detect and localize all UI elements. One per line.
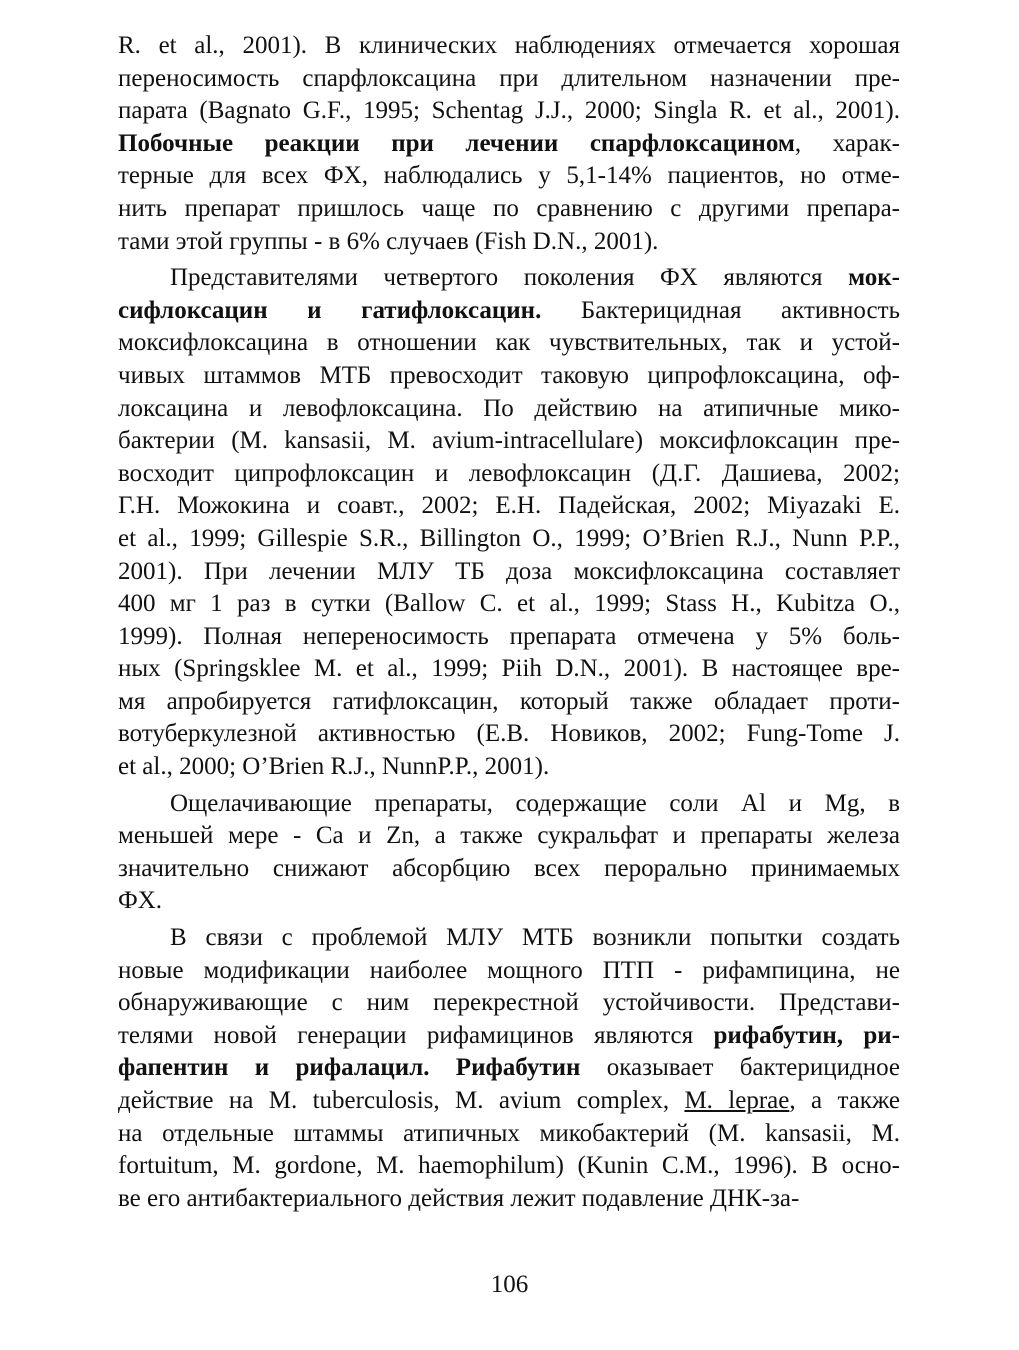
text-line [118, 718, 900, 751]
text-line [118, 490, 900, 523]
text-segment: Г.Н. Можокина и соавт., 2002; Е.Н. Падейская, 2002; Miyazaki E. [118, 492, 900, 520]
text-line [118, 193, 900, 226]
text-line [118, 458, 900, 491]
text-segment: локсацина и левофлоксацина. По действию на атипичные мико- [118, 394, 900, 422]
text-segment: et al., 1999; Gillespie S.R., Billington O., 1999; O’Brien R.J., Nunn P.P., [118, 524, 900, 552]
text-segment: ФХ. [118, 887, 163, 915]
text-line [118, 295, 900, 328]
text-segment: парата (Bagnato G.F., 1995; Schentag J.J., 2000; Singla R. et al., 2001). [118, 97, 900, 125]
text-segment: чивых штаммов МТБ превосходит таковую ципрофлоксацина, оф- [118, 361, 900, 389]
text-line [118, 621, 900, 654]
text-segment: обнаруживающие с ним перекрестной устойчивости. Представи- [118, 989, 900, 1017]
text-segment: телями новой генерации рифамицинов являются [118, 1021, 714, 1049]
page-number: 106 [490, 1271, 529, 1298]
text-segment: et al., 2000; O’Brien R.J., NunnP.P., 2001). [118, 753, 550, 781]
text-line [118, 588, 900, 621]
bold-term: фапентин и рифалацил. Рифабутин [118, 1054, 581, 1082]
paragraph [118, 30, 900, 258]
text-segment: В связи с проблемой МЛУ МТБ возникли попытки создать [170, 924, 900, 952]
underlined-term: M. leprae [684, 1087, 790, 1114]
text-column [118, 30, 900, 1215]
text-line [118, 425, 900, 458]
text-segment: Бактерицидная активность [541, 296, 900, 324]
text-line [118, 1020, 900, 1053]
text-segment: 2001). При лечении МЛУ ТБ доза моксифлоксацина составляет [118, 557, 900, 585]
bold-term: сифлоксацин и гатифлоксацин. [118, 296, 542, 324]
bold-term: рифабутин, ри- [713, 1021, 900, 1049]
bold-term: Побочные реакции при лечении спарфлоксацином [118, 129, 795, 157]
text-segment: fortuitum, M. gordone, M. haemophilum) (Kunin C.M., 1996). В осно- [118, 1152, 900, 1180]
text-segment: бактерии (M. kansasii, M. avium-intracellulare) моксифлоксацин пре- [118, 427, 900, 455]
text-segment: ве его антибактериального действия лежит подавление ДНК-за- [118, 1184, 800, 1212]
text-segment: переносимость спарфлоксацина при длительном назначении пре- [118, 64, 900, 92]
text-line [118, 885, 900, 918]
text-segment: вотуберкулезной активностью (Е.В. Новиков, 2002; Fung-Tome J. [118, 720, 900, 748]
text-segment: , а также [789, 1087, 900, 1114]
text-line [118, 393, 900, 426]
text-line [118, 262, 900, 295]
text-line [118, 955, 900, 988]
paragraph [118, 788, 900, 918]
text-line [118, 1052, 900, 1085]
text-segment: Представителями четвертого поколения ФХ являются [170, 264, 849, 292]
text-line [118, 1183, 900, 1216]
text-line [118, 30, 900, 63]
text-line [118, 160, 900, 193]
text-segment: 1999). Полная непереносимость препарата отмечена у 5% боль- [118, 622, 900, 650]
text-line [118, 853, 900, 886]
text-segment: нить препарат пришлось чаще по сравнению с другими препара- [118, 194, 900, 222]
text-line [118, 327, 900, 360]
text-segment: R. et al., 2001). В клинических наблюдениях отмечается хорошая [118, 32, 900, 59]
text-line [118, 987, 900, 1020]
text-segment: на отдельные штаммы атипичных микобактерий (M. kansasii, M. [118, 1119, 900, 1147]
text-line [118, 686, 900, 719]
bold-term: мок- [848, 264, 900, 292]
text-line [118, 922, 900, 955]
text-segment: восходит ципрофлоксацин и левофлоксацин (Д.Г. Дашиева, 2002; [118, 459, 900, 487]
paragraph [118, 922, 900, 1215]
text-line [118, 63, 900, 96]
text-line [118, 1118, 900, 1151]
text-segment: новые модификации наиболее мощного ПТП - рифампицина, не [118, 956, 900, 984]
text-segment: терные для всех ФХ, наблюдались у 5,1-14% пациентов, но отме- [118, 162, 900, 190]
text-line [118, 226, 900, 259]
text-line [118, 788, 900, 821]
text-line [118, 523, 900, 556]
text-line [118, 820, 900, 853]
text-segment: действие на M. tuberculosis, M. avium complex, [118, 1087, 685, 1114]
text-segment: 400 мг 1 раз в сутки (Ballow C. et al., 1999; Stass H., Kubitza O., [118, 590, 900, 618]
paragraph [118, 262, 900, 784]
text-segment: меньшей мере - Са и Zn, а также сукральфат и препараты железа [118, 822, 900, 850]
text-line [118, 653, 900, 686]
text-segment: , харак- [794, 129, 900, 157]
text-line [118, 556, 900, 589]
text-line [118, 128, 900, 161]
page-body [118, 30, 900, 1215]
text-segment: ных (Springsklee M. et al., 1999; Piih D.N., 2001). В настоящее вре- [118, 655, 900, 683]
text-line [118, 360, 900, 393]
text-segment: Ощелачивающие препараты, содержащие соли Al и Mg, в [170, 789, 900, 817]
text-line [118, 1150, 900, 1183]
text-line [118, 751, 900, 784]
text-segment: мя апробируется гатифлоксацин, который также обладает проти- [118, 687, 900, 715]
text-segment: значительно снижают абсорбцию всех перорально принимаемых [118, 854, 900, 882]
text-segment: моксифлоксацина в отношении как чувствительных, так и устой- [118, 329, 900, 357]
text-segment: тами этой группы - в 6% случаев (Fish D.N., 2001). [118, 227, 659, 255]
text-line [118, 1085, 900, 1118]
text-segment: оказывает бактерицидное [580, 1054, 900, 1082]
text-line [118, 95, 900, 128]
